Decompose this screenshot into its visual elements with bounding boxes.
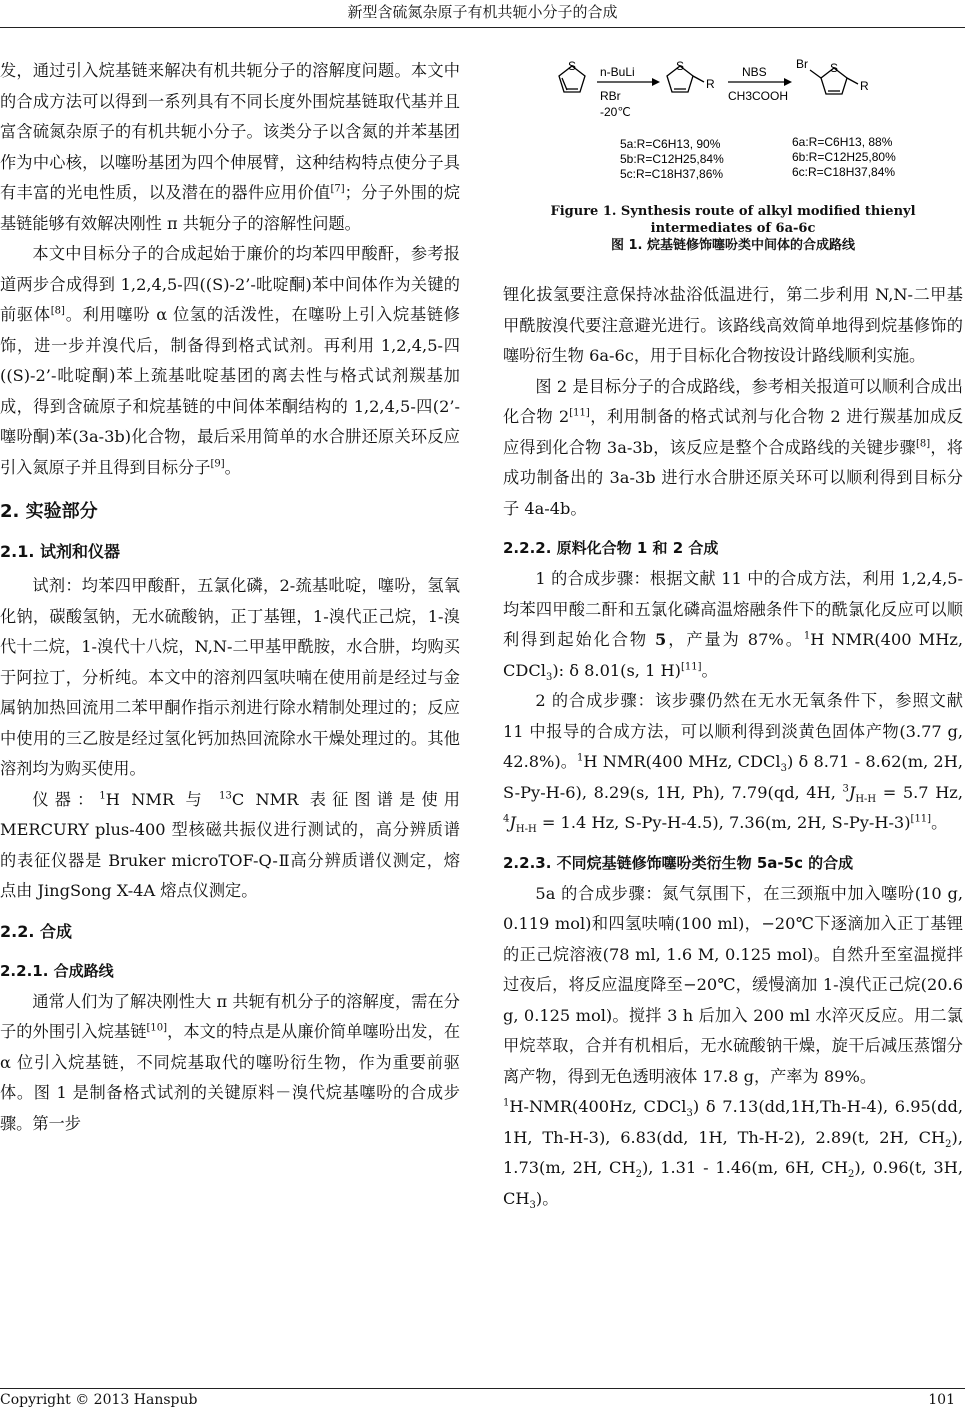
compound-6c: 6c:R=C18H37,84% bbox=[792, 165, 896, 179]
citation: [7] bbox=[330, 183, 345, 195]
bold-compound-number: 5 bbox=[655, 630, 667, 649]
reagent-nbs: NBS bbox=[742, 65, 767, 79]
text-span: 仪器： bbox=[32, 789, 100, 809]
right-column bbox=[503, 280, 963, 1214]
superscript: 3 bbox=[842, 783, 849, 795]
compound-5a-paragraph: 5a 的合成步骤：氮气氛围下，在三颈瓶中加入噻吩(10 g, 0.119 mol)和四氢呋喃(100 ml)，−20℃下逐滴加入正丁基锂的正己烷溶液(78 ml, 1.6 M, 0.125 mol)。自然升至室温搅拌过夜后，将反应温度降至−20℃，缓慢滴加 1-溴代正己烷(20.6 g, 0.125 mol)。搅拌 3 h 后加入 200 ml 水淬灭反应。用二氯甲烷萃取，合并有机相后，无水硫酸钠干燥，旋干后减压蒸馏分离产物，得到无色透明液体 17.8 g，产率为 89%。 bbox=[503, 883, 963, 1086]
text-span: = 1.4 Hz, S-Py-H-4.5), 7.36(m, 2H, S-Py-H-3) bbox=[536, 813, 911, 832]
atom-r-3: R bbox=[860, 79, 869, 93]
text-span: ) δ 7.13(dd,1H,Th-H-4), 6.95(dd, 1H, Th-H-3), 6.83(dd, 1H, Th-H-2), 2.89(t, 2H, CH bbox=[503, 1097, 963, 1147]
italic-j: J bbox=[848, 782, 856, 802]
superscript: 13 bbox=[219, 790, 232, 802]
left-column bbox=[0, 56, 460, 1139]
subscript: 2 bbox=[945, 1138, 952, 1150]
arrowhead-1 bbox=[652, 78, 660, 86]
arrowhead-2 bbox=[784, 78, 792, 86]
atom-s-3: S bbox=[830, 61, 839, 75]
citation: [11] bbox=[910, 813, 932, 825]
subscript: H-H bbox=[855, 793, 877, 805]
running-header: 新型含硫氮杂原子有机共轭小分子的合成 bbox=[347, 3, 618, 21]
page-number: 101 bbox=[928, 1392, 955, 1408]
subsubsection-heading-route: 2.2.1. 合成路线 bbox=[0, 961, 114, 980]
reagent-temp: -20℃ bbox=[600, 105, 631, 119]
compound-5c: 5c:R=C18H37,86% bbox=[620, 167, 724, 181]
citation: [10] bbox=[146, 1022, 168, 1034]
header-rule bbox=[0, 27, 965, 28]
subscript: 2 bbox=[635, 1169, 642, 1181]
atom-br: Br bbox=[796, 57, 808, 71]
reagent-rbr: RBr bbox=[600, 89, 621, 103]
text-span: C NMR 表征图谱是使用 MERCURY plus-400 型核磁共振仪进行测试的，高分辨质谱的表征仪器是 Bruker microTOF-Q-Ⅱ高分辨质谱仪测定，熔点由 JingSong X-4A 熔点仪测定。 bbox=[0, 789, 460, 900]
citation: [8] bbox=[50, 305, 65, 317]
text-span: 2 的合成步骤：该步骤仍然在无水无氧条件下，参照文献 11 中报导的合成方法，可以顺利得到淡黄色固体产物(3.77 g, 42.8%)。 bbox=[503, 691, 963, 771]
text-span: ), 1.73(m, 2H, CH bbox=[503, 1127, 963, 1177]
text-span: = 5.7 Hz, bbox=[876, 782, 963, 802]
nmr-data-paragraph bbox=[503, 1092, 963, 1214]
subsection-heading-synthesis: 2.2. 合成 bbox=[0, 921, 72, 941]
text-span: ) δ 8.71 - 8.62(m, 2H, S-Py-H-6), 8.29(s, 1H, Ph), 7.79(qd, 4H, bbox=[503, 752, 963, 802]
compound-5a: 5a:R=C6H13, 90% bbox=[620, 137, 721, 151]
text-span: 本文中目标分子的合成起始于廉价的均苯四甲酸酐，参考报道两步合成得到 1,2,4,5-四((S)-2’-吡啶酮)苯中间体作为关键的前驱体 bbox=[0, 244, 460, 324]
citation: [8] bbox=[915, 438, 931, 450]
compound-2-paragraph bbox=[503, 686, 963, 839]
text-span: 。 bbox=[701, 660, 718, 680]
text-span: ，利用制备的格式试剂与化合物 2 进行羰基加成反应得到化合物 3a-3b，该反应是整个合成路线的关键步骤 bbox=[503, 407, 963, 457]
left-paragraph-1 bbox=[0, 56, 460, 239]
reagent-acetic-acid: CH3COOH bbox=[728, 89, 789, 103]
atom-s-1: S bbox=[568, 59, 577, 73]
text-span: ), 1.31 - 1.46(m, 6H, CH bbox=[641, 1158, 848, 1177]
citation: [11] bbox=[680, 661, 702, 673]
reagents-paragraph: 试剂：均苯四甲酸酐，五氯化磷，2-巯基吡啶，噻吩，氢氧化钠，碳酸氢钠，无水硫酸钠，正丁基锂，1-溴代正己烷，1-溴代十二烷，1-溴代十八烷，N,N-二甲基甲酰胺，水合肼，均购买于阿拉丁，分析纯。本文中的溶剂四氢呋喃在使用前是经过与金属钠加热回流用二苯甲酮作指示剂进行除水精制处理过的；反应中使用的三乙胺是经过氢化钙加热回流除水干燥处理过的。其他溶剂均为购买使用。 bbox=[0, 576, 460, 778]
route-paragraph bbox=[0, 987, 460, 1140]
right-paragraph-2 bbox=[503, 372, 963, 525]
text-span: ；分子外围的烷基链能够有效解决刚性 π 共轭分子的溶解性问题。 bbox=[0, 183, 461, 233]
thiophene-structure-2 bbox=[667, 66, 704, 92]
figure-caption-english: Figure 1. Synthesis route of alkyl modified thienyl intermediates of 6a-6c bbox=[550, 204, 916, 236]
right-paragraph-1: 锂化拔氢要注意保持冰盐浴低温进行，第二步利用 N,N-二甲基甲酰胺溴代要注意避光进行。该路线高效简单地得到烷基修饰的噻吩衍生物 6a-6c，用于目标化合物按设计路线顺利实施。 bbox=[503, 285, 963, 365]
section-heading-experiment: 2. 实验部分 bbox=[0, 501, 98, 522]
subscript: 3 bbox=[545, 671, 553, 683]
subscript: 3 bbox=[529, 1199, 536, 1211]
text-span: 。利用噻吩 α 位氢的活泼性，在噻吩上引入烷基链修饰，进一步并溴代后，制备得到格式试剂。再利用 1,2,4,5-四((S)-2’-吡啶酮)苯上巯基吡啶基团的离去性与格式试剂羰基加成，得到含硫原子和烷基链的中间体苯酮结构的 1,2,4,5-四(2’-噻吩酮)苯(3a-3b)化合物，最后采用简单的水合肼还原关环反应引入氮原子并且得到目标分子 bbox=[0, 305, 460, 477]
figure-caption bbox=[503, 203, 963, 254]
text-span: )。 bbox=[535, 1188, 559, 1208]
text-span: ): δ 8.01(s, 1 H) bbox=[552, 660, 681, 680]
subsubsection-heading-raw-materials: 2.2.2. 原料化合物 1 和 2 合成 bbox=[503, 539, 719, 557]
instruments-paragraph bbox=[0, 785, 460, 907]
subscript: 3 bbox=[686, 1108, 693, 1120]
left-paragraph-2 bbox=[0, 239, 460, 483]
subscript: 2 bbox=[847, 1169, 855, 1181]
italic-j: J bbox=[509, 813, 516, 832]
superscript: 1 bbox=[577, 752, 584, 764]
synthesis-scheme-figure bbox=[552, 56, 922, 196]
text-span: H NMR 与 bbox=[105, 789, 220, 809]
atom-s-2: S bbox=[676, 59, 685, 73]
subscript: 3 bbox=[780, 763, 787, 775]
compound-6a: 6a:R=C6H13, 88% bbox=[792, 135, 893, 149]
text-span: ，将成功制备出的 3a-3b 进行水合肼还原关环可以顺利得到目标分子 4a-4b。 bbox=[503, 437, 963, 518]
text-span: 通常人们为了解决刚性大 π 共轭有机分子的溶解度，需在分子的外围引入烷基链 bbox=[0, 991, 460, 1041]
text-span: 。 bbox=[224, 457, 241, 477]
subsubsection-heading-derivatives: 2.2.3. 不同烷基链修饰噻吩类衍生物 5a-5c 的合成 bbox=[503, 853, 854, 872]
text-span: 1 的合成步骤：根据文献 11 中的合成方法，利用 1,2,4,5-均苯四甲酸二酐和五氯化磷高温熔融条件下的酰氯化反应可以顺利得到起始化合物 bbox=[503, 569, 963, 649]
text-span: 发，通过引入烷基链来解决有机共轭分子的溶解度问题。本文中的合成方法可以得到一系列具有不同长度外围烷基链取代基并且富含硫氮杂原子的有机共轭小分子。该类分子以含氮的并苯基团作为中心核，以噻吩基团为四个伸展臂，这种结构特点使分子具有丰富的光电性质，以及潜在的器件应用价值 bbox=[0, 61, 460, 202]
text-span: H NMR(400 MHz, CDCl bbox=[503, 630, 963, 680]
footer-rule bbox=[0, 1388, 965, 1389]
text-span: 。 bbox=[931, 813, 948, 832]
reagent-nbuli: n-BuLi bbox=[600, 65, 635, 79]
text-span: ), 0.96(t, 3H, CH bbox=[503, 1158, 963, 1208]
superscript: 1 bbox=[503, 1097, 510, 1109]
compound-6b: 6b:R=C12H25,80% bbox=[792, 150, 896, 164]
text-span: ，产量为 87%。 bbox=[666, 630, 804, 649]
citation: [11] bbox=[569, 407, 590, 419]
superscript: 1 bbox=[99, 790, 106, 802]
figure-caption-chinese: 图 1. 烷基链修饰噻吩类中间体的合成路线 bbox=[610, 238, 856, 253]
compound-5b: 5b:R=C12H25,84% bbox=[620, 152, 724, 166]
superscript: 4 bbox=[503, 813, 510, 825]
superscript: 1 bbox=[803, 630, 811, 642]
text-span: 图 2 是目标分子的合成路线，参考相关报道可以顺利合成出化合物 2 bbox=[503, 376, 963, 426]
subscript: H-H bbox=[515, 824, 537, 836]
subsection-heading-reagents: 2.1. 试剂和仪器 bbox=[0, 542, 120, 561]
text-span: H-NMR(400Hz, CDCl bbox=[509, 1097, 687, 1116]
text-span: ，本文的特点是从廉价简单噻吩出发，在 α 位引入烷基链，不同烷基取代的噻吩衍生物，作为重要前驱体。图 1 是制备格式试剂的关键原料－溴代烷基噻吩的合成步骤。第一步 bbox=[0, 1022, 461, 1133]
atom-r-2: R bbox=[706, 77, 715, 91]
citation: [9] bbox=[210, 458, 225, 470]
compound-1-paragraph bbox=[503, 564, 963, 686]
text-span: H NMR(400 MHz, CDCl bbox=[583, 752, 781, 771]
copyright-notice: Copyright © 2013 Hanspub bbox=[0, 1392, 198, 1408]
